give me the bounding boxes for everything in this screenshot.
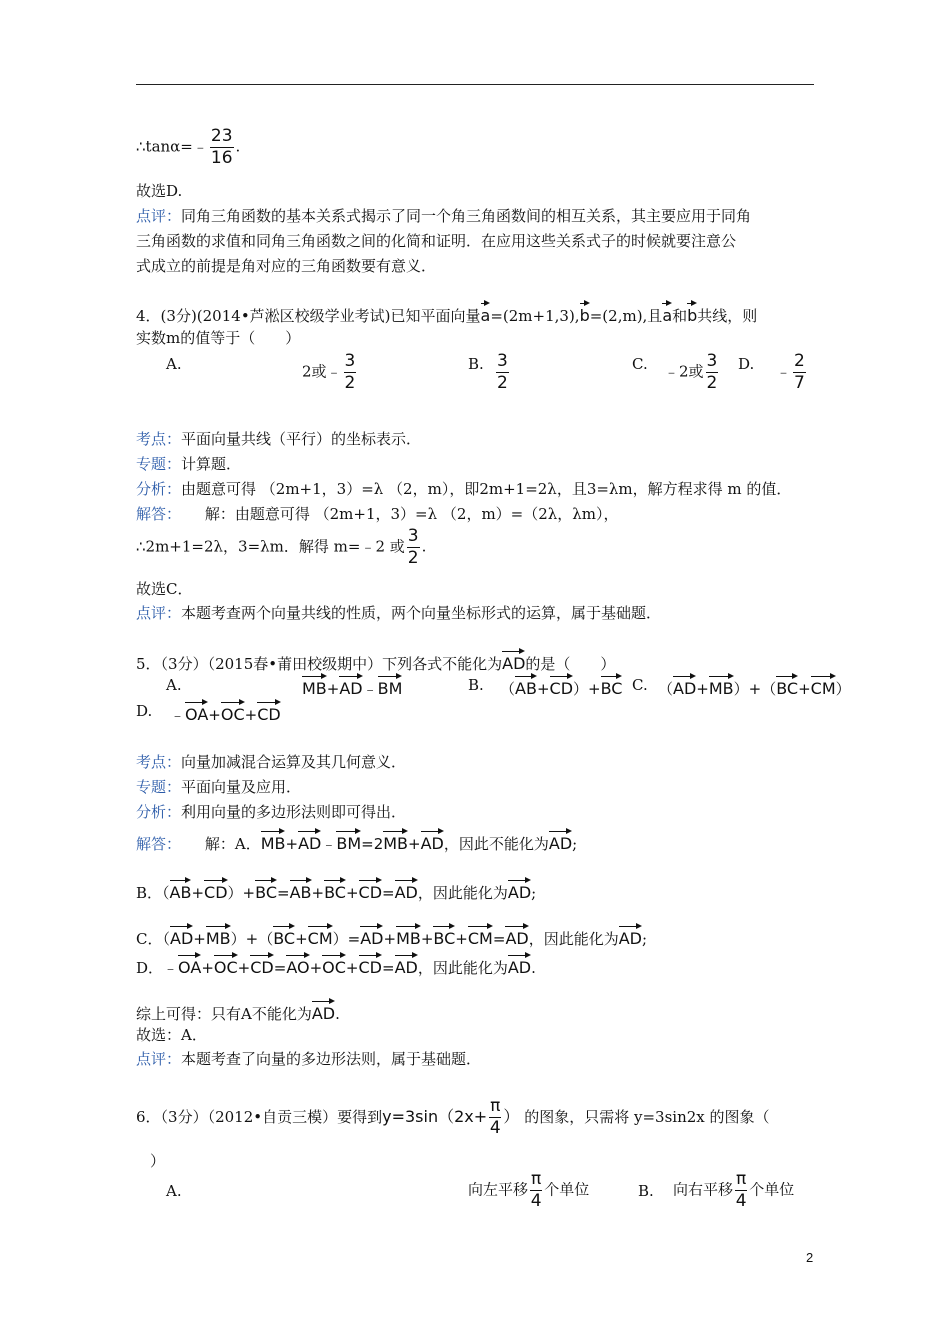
q4-jieda: 解答： 解：由题意可得 （2m+1，3）=λ （2，m）=（2λ，λm）， bbox=[136, 505, 619, 523]
q5-jieda-b: B．（AB+CD）+BC=AB+BC+CD=AD，因此能化为AD; bbox=[136, 877, 536, 903]
q5-jieda-c: C．（AD+MB）+（BC+CM）=AD+MB+BC+CM=AD，因此能化为AD; bbox=[136, 923, 647, 949]
q5-comment: 点评：本题考查了向量的多边形法则，属于基础题． bbox=[136, 1050, 482, 1068]
q4-answer: 故选C． bbox=[136, 580, 193, 598]
q6-stem: 6．（3分）（2012•自贡三模）要得到y=3sin（2x+ $\frac{\pi}{4}$ ） 的图象，只需将 y=3sin2x 的图象（ bbox=[136, 1096, 770, 1138]
q5-option-a-expr: MB+AD﹣BM bbox=[302, 673, 402, 699]
page-number: 2 bbox=[806, 1250, 814, 1265]
q5-option-c-expr: （AD+MB）+（BC+CM） bbox=[658, 673, 851, 699]
q4-option-c: C. bbox=[632, 355, 648, 373]
q4-option-d-value: ﹣ $\frac{2}{7}$ bbox=[776, 351, 805, 393]
q4-kaodian: 考点：平面向量共线（平行）的坐标表示． bbox=[136, 430, 422, 448]
q6-option-a-text: 向左平移 $\frac{\pi}{4}$ 个单位 bbox=[468, 1169, 590, 1211]
q5-kaodian: 考点：向量加减混合运算及其几何意义． bbox=[136, 753, 407, 771]
tan-result: ∴tanα=﹣ $\frac{23}{16}$ . bbox=[136, 126, 241, 168]
q5-option-b: B. bbox=[468, 676, 484, 694]
q3-answer: 故选D. bbox=[136, 182, 183, 200]
q4-option-a: A. bbox=[166, 355, 182, 373]
q6-option-a: A. bbox=[166, 1182, 182, 1200]
q4-zhuanti: 专题：计算题． bbox=[136, 455, 242, 473]
q4-option-d: D. bbox=[738, 355, 755, 373]
q3-comment-3: 式成立的前提是角对应的三角函数要有意义． bbox=[136, 257, 437, 275]
q5-option-c: C. bbox=[632, 676, 648, 694]
q5-fenxi: 分析：利用向量的多边形法则即可得出． bbox=[136, 803, 407, 821]
q5-option-b-expr: （AB+CD）+BC bbox=[500, 673, 622, 699]
q4-option-a-value: 2或﹣ $\frac{3}{2}$ bbox=[302, 351, 356, 393]
q5-stem: 5．（3分）（2015春•莆田校级期中）下列各式不能化为AD的是（ ） bbox=[136, 648, 615, 674]
q6-option-b: B. bbox=[638, 1182, 654, 1200]
q4-fenxi: 分析：由题意可得 （2m+1，3）=λ （2，m），即2m+1=2λ，且3=λm，解方程求得 m 的值． bbox=[136, 480, 792, 498]
q5-jieda-d: D．﹣OA+OC+CD=AO+OC+CD=AD，因此能化为AD. bbox=[136, 952, 536, 978]
q4-stem: 4．(3分)(2014•芦淞区校级学业考试)已知平面向量a=(2m+1,3),b=(2,m),且a和b共线，则 bbox=[136, 300, 757, 326]
q5-summary: 综上可得：只有A不能化为AD. bbox=[136, 998, 340, 1024]
q4-option-c-value: ﹣2或 $\frac{3}{2}$ bbox=[664, 351, 718, 393]
q4-option-b-value: $\frac{3}{2}$ bbox=[497, 351, 508, 393]
q3-comment: 点评：同角三角函数的基本关系式揭示了同一个角三角函数间的相互关系，其主要应用于同角 bbox=[136, 207, 752, 225]
q4-step: ∴2m+1=2λ，3=λm．解得 m=﹣2 或 $\frac{3}{2}$ . bbox=[136, 526, 427, 568]
header-rule bbox=[136, 84, 814, 85]
q5-answer: 故选：A． bbox=[136, 1026, 207, 1044]
q3-comment-2: 三角函数的求值和同角三角函数之间的化简和证明．在应用这些关系式子的时候就要注意公 bbox=[136, 232, 737, 250]
q5-option-d-expr: ﹣OA+OC+CD bbox=[170, 699, 281, 725]
q5-option-d: D. bbox=[136, 702, 153, 720]
q5-zhuanti: 专题：平面向量及应用． bbox=[136, 778, 302, 796]
q5-option-a: A. bbox=[166, 676, 182, 694]
q5-jieda-a: 解答： 解：A．MB+AD﹣BM=2MB+AD，因此不能化为AD; bbox=[136, 828, 577, 854]
q6-stem-close: ） bbox=[150, 1152, 166, 1170]
q4-comment: 点评：本题考查两个向量共线的性质，两个向量坐标形式的运算，属于基础题． bbox=[136, 604, 662, 622]
q4-stem-2: 实数m的值等于（ ） bbox=[136, 329, 301, 347]
q6-option-b-text: 向右平移 $\frac{\pi}{4}$ 个单位 bbox=[673, 1169, 795, 1211]
fraction-23-16: $\frac{23}{16}$ bbox=[210, 126, 233, 168]
q4-option-b: B. bbox=[468, 355, 484, 373]
